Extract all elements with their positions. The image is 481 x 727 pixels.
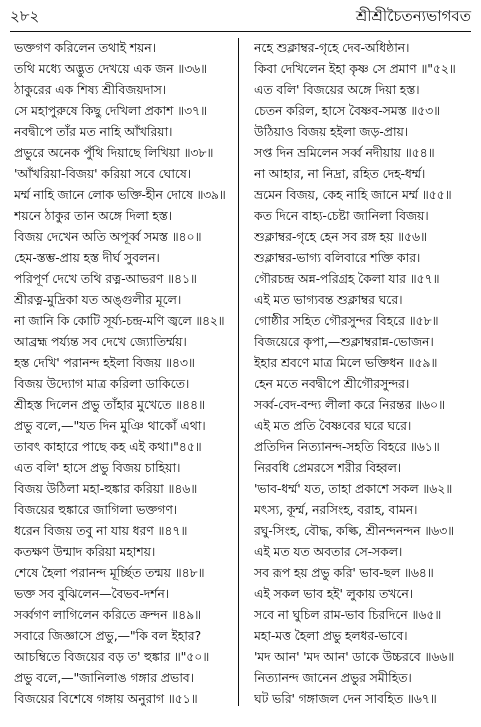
verse-line: ইহার শ্রবণে মাত্র মিলে ভক্তিধন ॥৫৯॥ bbox=[254, 355, 438, 371]
verse-line: শ্রীরত্ন-মুদ্রিকা যত অঙ্গুলীর মূলে। bbox=[14, 292, 182, 308]
verse-line: আচম্বিতে বিজয়ের বড় ত' হুঙ্কার ॥"৫০॥ bbox=[14, 649, 210, 665]
verse-line: সবে না ঘুচিল রাম-ভাব চিরদিনে ॥৬৫॥ bbox=[254, 607, 442, 623]
verse-line: ঘট ভরি' গঙ্গাজল দেন সাবহিত ॥৬৭॥ bbox=[254, 691, 437, 707]
verse-line: হেম-স্তম্ভ-প্রায় হস্ত দীর্ঘ সুবলন। bbox=[14, 250, 160, 266]
verse-line: কত দিনে বাহ্য-চেষ্টা জানিলা বিজয়। bbox=[254, 208, 429, 224]
header-rule bbox=[10, 31, 471, 32]
verse-line: ভক্তগণ করিলেন তথাই শয়ন। bbox=[14, 40, 156, 56]
verse-line: শ্রীহস্ত দিলেন প্রভু তাঁহার মুখেতে ॥৪৪॥ bbox=[14, 397, 205, 413]
verse-line: তথি মধ্যে অদ্ভুত দেখয়ে এক জন ॥৩৬॥ bbox=[14, 61, 208, 77]
verse-line: সবারে জিজ্ঞাসে প্রভু,—"কি বল ইহার? bbox=[14, 628, 201, 644]
verse-line: কিবা দেখিলেন ইহা কৃষ্ণ সে প্রমাণ ॥"৫২॥ bbox=[254, 61, 456, 77]
verse-line: তাবৎ কাহারে পাছে কহ এই কথা।"৪৫॥ bbox=[14, 439, 202, 455]
verse-line: এত বলি' হাসে প্রভু বিজয় চাহিয়া। bbox=[14, 460, 181, 476]
verse-line: বিজয় উদ্যোগ মাত্র করিলা ডাকিতে। bbox=[14, 376, 190, 392]
verse-line: বিজয় দেখেন অতি অপূর্ব্ব সমস্ত ॥৪০॥ bbox=[14, 229, 202, 245]
verse-line: ধরেন বিজয় তবু না যায় ধরণ ॥৪৭॥ bbox=[14, 523, 188, 539]
verse-line: রঘু-সিংহ, বৌদ্ধ, কল্কি, শ্রীনন্দনন্দন ॥৬৩॥ bbox=[254, 523, 455, 539]
left-verse-column bbox=[14, 38, 226, 710]
verse-line: হেন মতে নবদ্বীপে শ্রীগৌরসুন্দর। bbox=[254, 376, 410, 392]
verse-line: বিজয়েরে কৃপা,—শুক্লাম্বরান্ন-ভোজন। bbox=[254, 334, 434, 350]
verse-line: প্রভুরে অনেক পুঁথি দিয়াছে লিখিয়া ॥৩৮॥ bbox=[14, 145, 214, 161]
verse-line: বিজয়ের হুঙ্কারে জাগিলা ভক্তগণ। bbox=[14, 502, 178, 518]
verse-line: শয়নে ঠাকুর তান অঙ্গে দিলা হস্ত। bbox=[14, 208, 172, 224]
verse-line: মর্ম্ম নাহি জানে লোক ভক্তি-হীন দোষে ॥৩৯॥ bbox=[14, 188, 226, 203]
verse-line: নহে শুক্লাম্বর-গৃহে দেব-অধিষ্ঠান। bbox=[254, 40, 410, 56]
verse-line: আব্রহ্ম পর্য্যন্ত সব দেখে জ্যোতির্ম্ময়। bbox=[14, 334, 187, 350]
verse-line: উঠিয়াও বিজয় হইলা জড়-প্রায়। bbox=[254, 124, 408, 140]
column-divider bbox=[238, 38, 239, 706]
verse-line: পরিপূর্ণ দেখে তথি রত্ন-আভরণ ॥৪১॥ bbox=[14, 271, 197, 287]
verse-line: এই মত প্রতি বৈষ্ণবের ঘরে ঘরে। bbox=[254, 418, 412, 434]
verse-line: না আহার, না নিদ্রা, রহিত দেহ-ধর্ম্ম। bbox=[254, 166, 426, 182]
verse-line: নিরবধি প্রেমরসে শরীর বিহ্বল। bbox=[254, 460, 402, 476]
verse-line: না জানি কি কোটি সূর্য্য-চন্দ্র-মণি জ্বলে ॥৪২॥ bbox=[14, 314, 225, 329]
verse-line: সর্ব্ব-বেদ-বন্দ্য লীলা করে নিরন্তর ॥৬০॥ bbox=[254, 397, 445, 413]
verse-line: হস্ত দেখি' পরানন্দ হইলা বিজয় ॥৪৩॥ bbox=[14, 355, 195, 371]
page-number: ২৮২ bbox=[10, 6, 40, 25]
verse-line: গৌরচন্দ্র অন্ন-পরিগ্রহ কৈলা যার ॥৫৭॥ bbox=[254, 271, 440, 287]
verse-line: সপ্ত দিন ভ্রমিলেন সর্ব্ব নদীয়ায় ॥৫৪॥ bbox=[254, 145, 435, 161]
verse-line: 'মদ আন' 'মদ আন' ডাকে উচ্চরবে ॥৬৬॥ bbox=[254, 649, 455, 665]
verse-line: গোষ্ঠীর সহিত গৌরসুন্দর বিহরে ॥৫৮॥ bbox=[254, 313, 439, 329]
verse-line: মৎস্য, কূর্ম্ম, নরসিংহ, বরাহ, বামন। bbox=[254, 502, 418, 518]
verse-line: প্রভু বলে,—"যত দিন মুঞি থাকোঁ এথা। bbox=[14, 418, 206, 434]
verse-line: এই মত যত অবতার সে-সকল। bbox=[254, 544, 403, 560]
verse-line: বিজয় উঠিলা মহা-হুঙ্কার করিয়া ॥৪৬॥ bbox=[14, 481, 198, 497]
verse-line: চেতন করিল, হাসে বৈষ্ণব-সমস্ত ॥৫৩॥ bbox=[254, 103, 441, 119]
verse-line: এই মত ভাগ্যবন্ত শুক্লাম্বর ঘরে। bbox=[254, 292, 403, 308]
verse-line: বিজয়ের বিশেষে গঙ্গায় অনুরাগ ॥৫১॥ bbox=[14, 691, 198, 707]
verse-line: প্রভু বলে,—"জানিলাঙ গঙ্গার প্রভাব। bbox=[14, 670, 194, 686]
verse-line: ভক্ত সব বুঝিলেন—বৈভব-দর্শন। bbox=[14, 586, 169, 602]
page-header bbox=[10, 4, 471, 30]
verse-line: সব রূপ হয় প্রভু করি' ভাব-ছল ॥৬৪॥ bbox=[254, 565, 434, 581]
verse-line: মহা-মত্ত হৈলা প্রভু হলধর-ভাবে। bbox=[254, 628, 408, 644]
verse-line: 'ভাব-ধর্ম্ম' যত, তাহা প্রকাশে সকল ॥৬২॥ bbox=[254, 481, 453, 497]
verse-line: শুক্লাম্বর-ভাগ্য বলিবারে শক্তি কার। bbox=[254, 250, 421, 266]
verse-line: নবদ্বীপে তাঁর মত নাহি আঁখরিয়া। bbox=[14, 124, 173, 140]
verse-line: সে মহাপুরুষে কিছু দেখিলা প্রকাশ ॥৩৭॥ bbox=[14, 103, 207, 119]
verse-line: প্রতিদিন নিত্যানন্দ-সহতি বিহরে ॥৬১॥ bbox=[254, 439, 440, 455]
verse-line: নিত্যানন্দ জানেন প্রভুর সমীহিত। bbox=[254, 670, 412, 686]
right-verse-column bbox=[254, 38, 469, 710]
verse-line: এই সকল ভাব হই' লুকায় তখনে। bbox=[254, 586, 414, 602]
book-title: শ্রীশ্রীচৈতন্যভাগবত bbox=[355, 6, 471, 25]
verse-line: কতক্ষণ উন্মাদ করিয়া মহাশয়। bbox=[14, 544, 156, 560]
verse-line: শুক্লাম্বর-গৃহে হেন সব রঙ্গ হয় ॥৫৬॥ bbox=[254, 229, 427, 245]
verse-line: ঠাকুরের এক শিষ্য শ্রীবিজয়দাস। bbox=[14, 82, 167, 98]
verse-line: 'আঁখরিয়া-বিজয়' করিয়া সবে ঘোষে। bbox=[14, 166, 191, 182]
verse-line: শেষে হৈলা পরানন্দ মূর্চ্ছিত তন্ময় ॥৪৮॥ bbox=[14, 565, 205, 581]
verse-line: এত বলি' বিজয়ের অঙ্গে দিয়া হস্ত। bbox=[254, 82, 420, 98]
verse-line: সর্ব্বগণ লাগিলেন করিতে ক্রন্দন ॥৪৯॥ bbox=[14, 607, 201, 623]
verse-line: ভ্রমেন বিজয়, কেহ নাহি জানে মর্ম্ম ॥৫৫॥ bbox=[254, 187, 452, 203]
